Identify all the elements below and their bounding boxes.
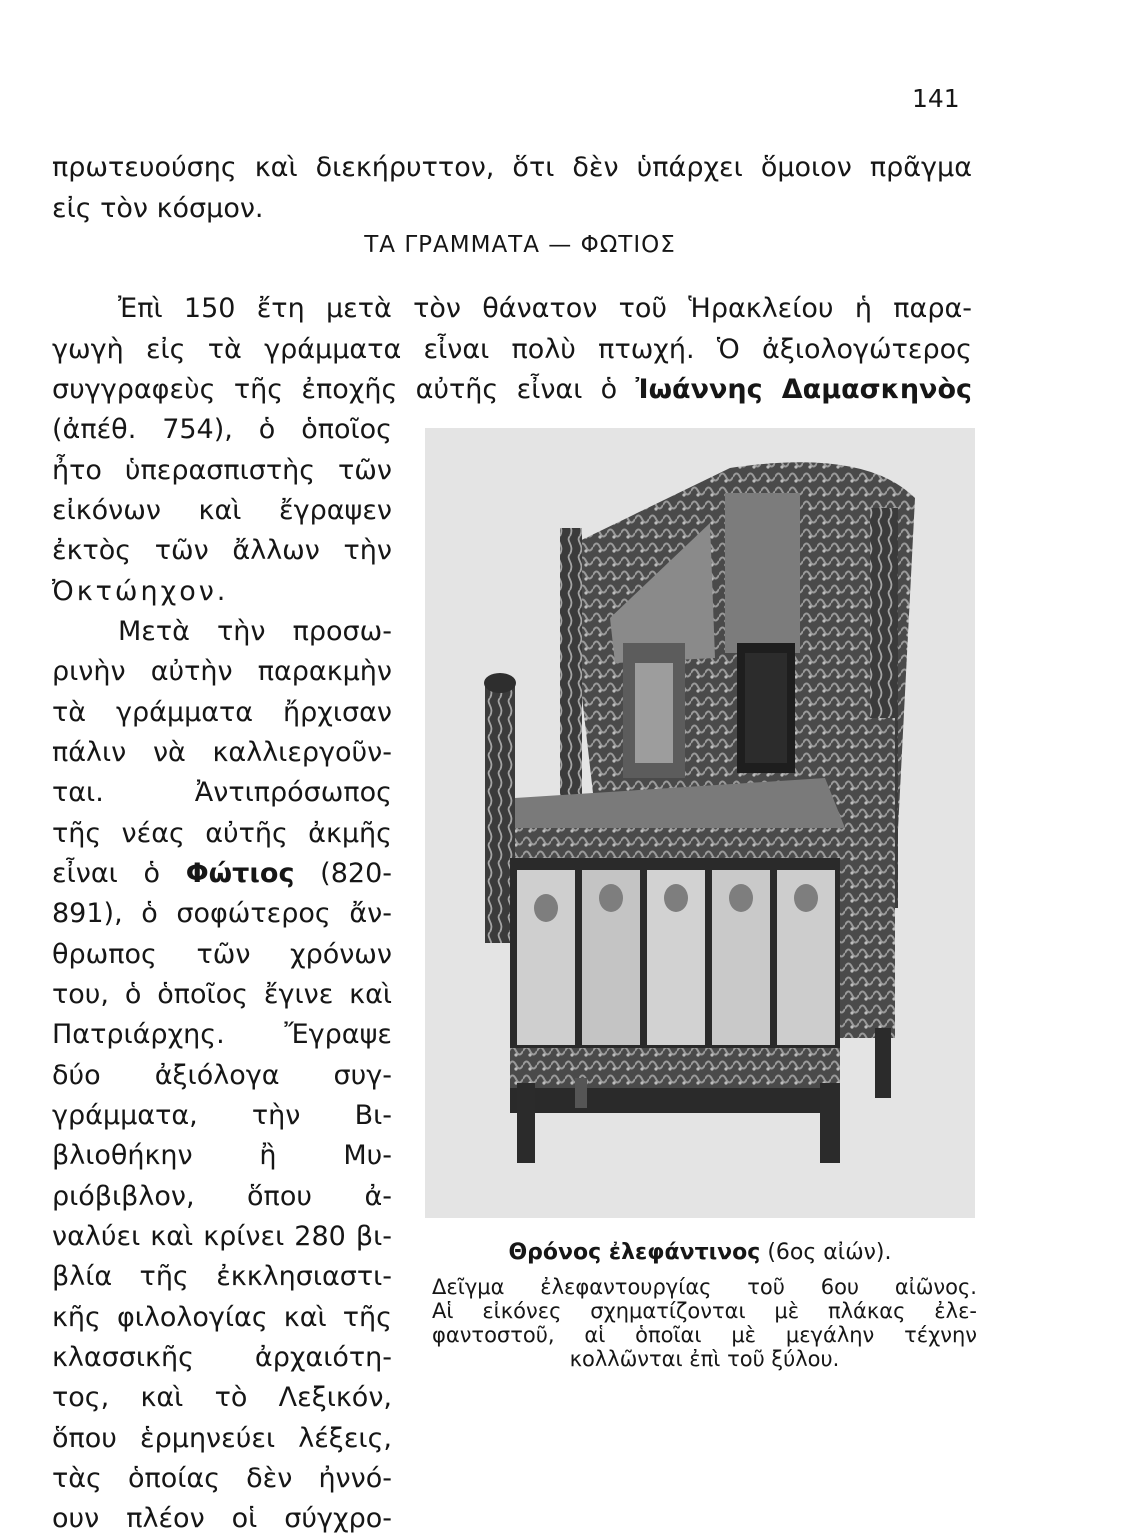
column-line: ἐκτὸς τῶν ἄλλων τὴν (52, 535, 392, 566)
column-line: ται. Ἀντιπρόσωπος (52, 777, 392, 808)
column-line: βλία τῆς ἐκκλησιαστι- (52, 1261, 392, 1292)
column-line: ουν πλέον οἱ σύγχρο- (52, 1503, 392, 1534)
paragraph-line: γωγὴ εἰς τὰ γράμματα εἶναι πολὺ πτωχή. Ὁ ἀξιολογώτερος (52, 334, 972, 365)
column-line: ὅπου ἑρμηνεύει λέξεις, (52, 1423, 392, 1454)
text-span: (820- (294, 858, 392, 889)
column-line: Ὀκτώηχον. (52, 576, 229, 607)
caption-line: φαντοστοῦ, αἱ ὁποῖαι μὲ μεγάλην τέχνην (432, 1323, 977, 1347)
column-line: ρινὴν αὐτὴν παρακμὴν (52, 656, 392, 687)
column-line: τῆς νέας αὐτῆς ἀκμῆς (52, 818, 392, 849)
column-line: κλασσικῆς ἀρχαιότη- (52, 1342, 392, 1373)
caption-title-bold: Θρόνος ἐλεφάντινος (508, 1240, 761, 1265)
column-line: θρωπος τῶν χρόνων (52, 939, 392, 970)
section-heading: ΤΑ ΓΡΑΜΜΑΤΑ — ΦΩΤΙΟΣ (364, 232, 676, 258)
column-line: τὰς ὁποίας δὲν ἠννό- (52, 1463, 392, 1494)
column-line: γράμματα, τὴν Βι- (52, 1100, 392, 1131)
text-span: συγγραφεὺς τῆς ἐποχῆς αὐτῆς εἶναι ὁ (52, 374, 636, 405)
column-line: 891), ὁ σοφώτερος ἄν- (52, 898, 392, 929)
intro-line: πρωτευούσης καὶ διεκήρυττον, ὅτι δὲν ὑπάρχει ὅμοιον πρᾶγμα (52, 152, 972, 183)
column-line: δύο ἀξιόλογα συγ- (52, 1060, 392, 1091)
caption-century: (6ος αἰών). (767, 1240, 892, 1265)
column-line: ριόβιβλον, ὅπου ἀ- (52, 1181, 392, 1212)
column-line: (ἀπέθ. 754), ὁ ὁποῖος (52, 414, 392, 445)
column-line: Πατριάρχης. Ἔγραψε (52, 1019, 392, 1050)
throne-photo (425, 428, 975, 1218)
column-line: βλιοθήκην ἢ Μυ- (52, 1140, 392, 1171)
bold-name-photius: Φώτιος (185, 858, 295, 889)
caption-line: Αἱ εἰκόνες σχηματίζονται μὲ πλάκας ἐλε- (432, 1299, 977, 1323)
ivory-throne-illustration (425, 428, 975, 1218)
column-line: ναλύει καὶ κρίνει 280 βι- (52, 1221, 392, 1252)
column-line (52, 858, 392, 890)
column-line: εἰκόνων καὶ ἔγραψεν (52, 495, 392, 526)
paragraph-line: Ἐπὶ 150 ἔτη μετὰ τὸν θάνατον τοῦ Ἡρακλείου ἡ παρα- (118, 293, 972, 324)
column-line: του, ὁ ὁποῖος ἔγινε καὶ (52, 979, 392, 1010)
caption-line: κολλῶνται ἐπὶ τοῦ ξύλου. (569, 1347, 840, 1371)
column-line: Μετὰ τὴν προσω- (118, 616, 392, 647)
column-line: ἦτο ὑπερασπιστὴς τῶν (52, 455, 392, 486)
bold-name-damascene: Ἰωάννης Δαμασκηνὸς (635, 374, 972, 405)
caption-line: Δεῖγμα ἐλεφαντουργίας τοῦ 6ου αἰῶνος. (432, 1275, 977, 1299)
paragraph-line (52, 374, 972, 406)
column-line: τὰ γράμματα ἤρχισαν (52, 697, 392, 728)
column-line: τος, καὶ τὸ Λεξικόν, (52, 1382, 392, 1413)
column-line: πάλιν νὰ καλλιεργοῦν- (52, 737, 392, 768)
intro-line: εἰς τὸν κόσμον. (52, 193, 264, 224)
column-line: κῆς φιλολογίας καὶ τῆς (52, 1302, 392, 1333)
page-number: 141 (912, 84, 960, 113)
figure-caption-title (425, 1240, 975, 1265)
text-span: εἶναι ὁ (52, 858, 186, 889)
